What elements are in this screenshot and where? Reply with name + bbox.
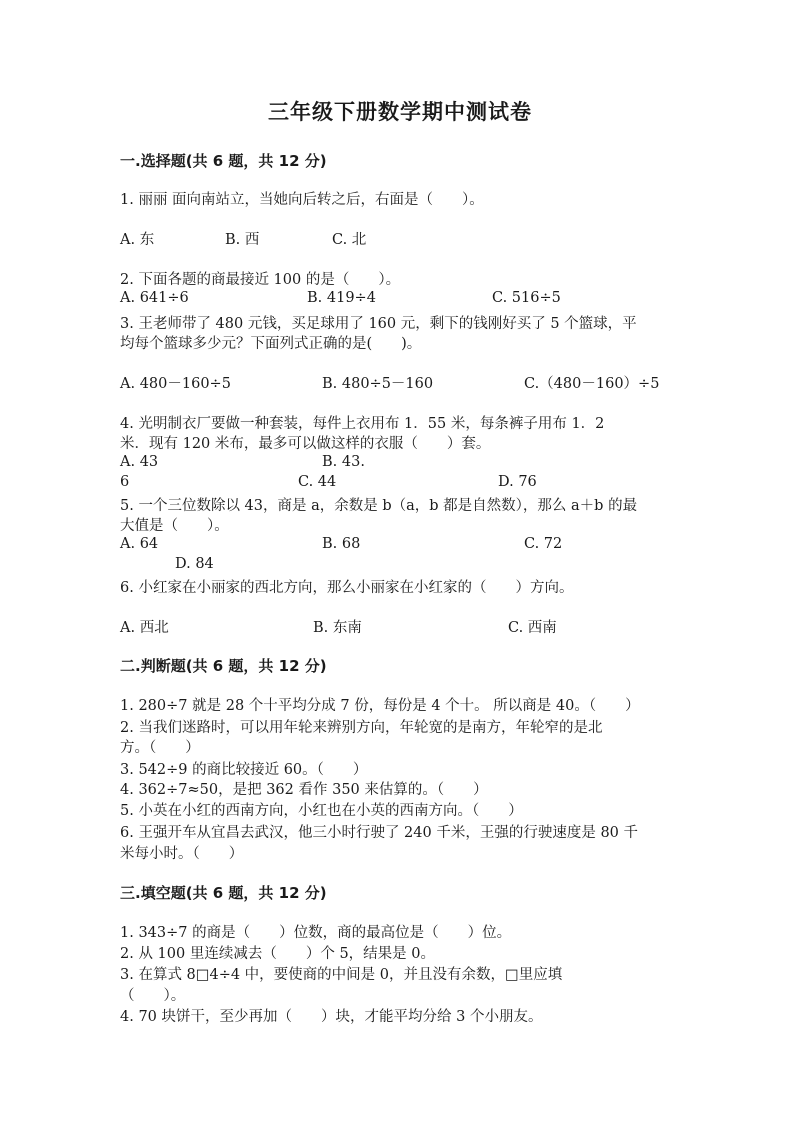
choice-q3-line1: 3. 王老师带了 480 元钱，买足球用了 160 元，剩下的钱刚好买了 5 个篮球，平 bbox=[120, 316, 637, 332]
section-heading-choice: 一.选择题(共 6 题，共 12 分) bbox=[120, 152, 327, 170]
choice-q4-line1: 4. 光明制衣厂要做一种套装，每件上衣用布 1．55 米，每条裤子用布 1．2 bbox=[120, 416, 605, 432]
judge-q4: 4. 362÷7≈50，是把 362 看作 350 来估算的。（ ） bbox=[120, 782, 488, 798]
fill-q3-line2: （ ）。 bbox=[120, 988, 186, 1004]
judge-q6-line1: 6. 王强开车从宜昌去武汉，他三小时行驶了 240 千米，王强的行驶速度是 80 千 bbox=[120, 825, 639, 841]
judge-q6-line2: 米每小时。（ ） bbox=[120, 846, 244, 862]
choice-q1-option-c: C. 北 bbox=[332, 232, 367, 248]
choice-q5-option-a: A. 64 bbox=[120, 536, 159, 552]
choice-q3-line2: 均每个篮球多少元？下面列式正确的是( )。 bbox=[120, 336, 422, 352]
choice-q2-option-b: B. 419÷4 bbox=[307, 290, 376, 306]
choice-q4-option-a: A. 43 bbox=[120, 454, 159, 470]
choice-q6-option-c: C. 西南 bbox=[508, 620, 557, 636]
choice-q2-text: 2. 下面各题的商最接近 100 的是（ ）。 bbox=[120, 272, 401, 288]
choice-q5-option-d: D. 84 bbox=[175, 556, 214, 572]
choice-q1-option-a: A. 东 bbox=[120, 232, 155, 248]
judge-q1: 1. 280÷7 就是 28 个十平均分成 7 份，每份是 4 个十。 所以商是 40。（ ） bbox=[120, 698, 640, 714]
fill-q4: 4. 70 块饼干，至少再加（ ）块，才能平均分给 3 个小朋友。 bbox=[120, 1009, 543, 1025]
section-heading-fill: 三.填空题(共 6 题，共 12 分) bbox=[120, 884, 327, 902]
choice-q3-option-b: B. 480÷5－160 bbox=[322, 376, 434, 392]
choice-q6-option-b: B. 东南 bbox=[313, 620, 362, 636]
choice-q4-option-c: C. 44 bbox=[298, 474, 337, 490]
judge-q5: 5. 小英在小红的西南方向，小红也在小英的西南方向。（ ） bbox=[120, 803, 523, 819]
choice-q1-text: 1. 丽丽 面向南站立，当她向后转之后，右面是（ ）。 bbox=[120, 192, 484, 208]
choice-q3-option-a: A. 480－160÷5 bbox=[120, 376, 231, 392]
choice-q5-option-c: C. 72 bbox=[524, 536, 563, 552]
page-title: 三年级下册数学期中测试卷 bbox=[268, 99, 532, 124]
choice-q6-option-a: A. 西北 bbox=[120, 620, 169, 636]
choice-q5-line1: 5. 一个三位数除以 43，商是 a，余数是 b（a，b 都是自然数），那么 a＋b 的最 bbox=[120, 498, 638, 514]
choice-q4-line2: 米．现有 120 米布，最多可以做这样的衣服（ ）套。 bbox=[120, 436, 491, 452]
choice-q4-option-d: D. 76 bbox=[498, 474, 537, 490]
judge-q2-line1: 2. 当我们迷路时，可以用年轮来辨别方向，年轮宽的是南方，年轮窄的是北 bbox=[120, 720, 603, 736]
section-heading-judge: 二.判断题(共 6 题，共 12 分) bbox=[120, 657, 327, 675]
choice-q4-option-b-wrap: 6 bbox=[120, 474, 130, 490]
choice-q3-option-c: C.（480－160）÷5 bbox=[524, 376, 660, 392]
judge-q3: 3. 542÷9 的商比较接近 60。（ ） bbox=[120, 762, 368, 778]
choice-q4-option-b: B. 43. bbox=[322, 454, 365, 470]
choice-q2-option-c: C. 516÷5 bbox=[492, 290, 561, 306]
choice-q2-option-a: A. 641÷6 bbox=[120, 290, 189, 306]
choice-q1-option-b: B. 西 bbox=[225, 232, 260, 248]
fill-q2: 2. 从 100 里连续减去（ ）个 5，结果是 0。 bbox=[120, 946, 436, 962]
fill-q1: 1. 343÷7 的商是（ ）位数，商的最高位是（ ）位。 bbox=[120, 925, 512, 941]
judge-q2-line2: 方。（ ） bbox=[120, 740, 200, 756]
choice-q5-option-b: B. 68 bbox=[322, 536, 361, 552]
choice-q5-line2: 大值是（ ）。 bbox=[120, 518, 229, 534]
fill-q3-line1: 3. 在算式 8□4÷4 中，要使商的中间是 0，并且没有余数，□里应填 bbox=[120, 967, 563, 983]
choice-q6-text: 6. 小红家在小丽家的西北方向，那么小丽家在小红家的（ ）方向。 bbox=[120, 580, 574, 596]
